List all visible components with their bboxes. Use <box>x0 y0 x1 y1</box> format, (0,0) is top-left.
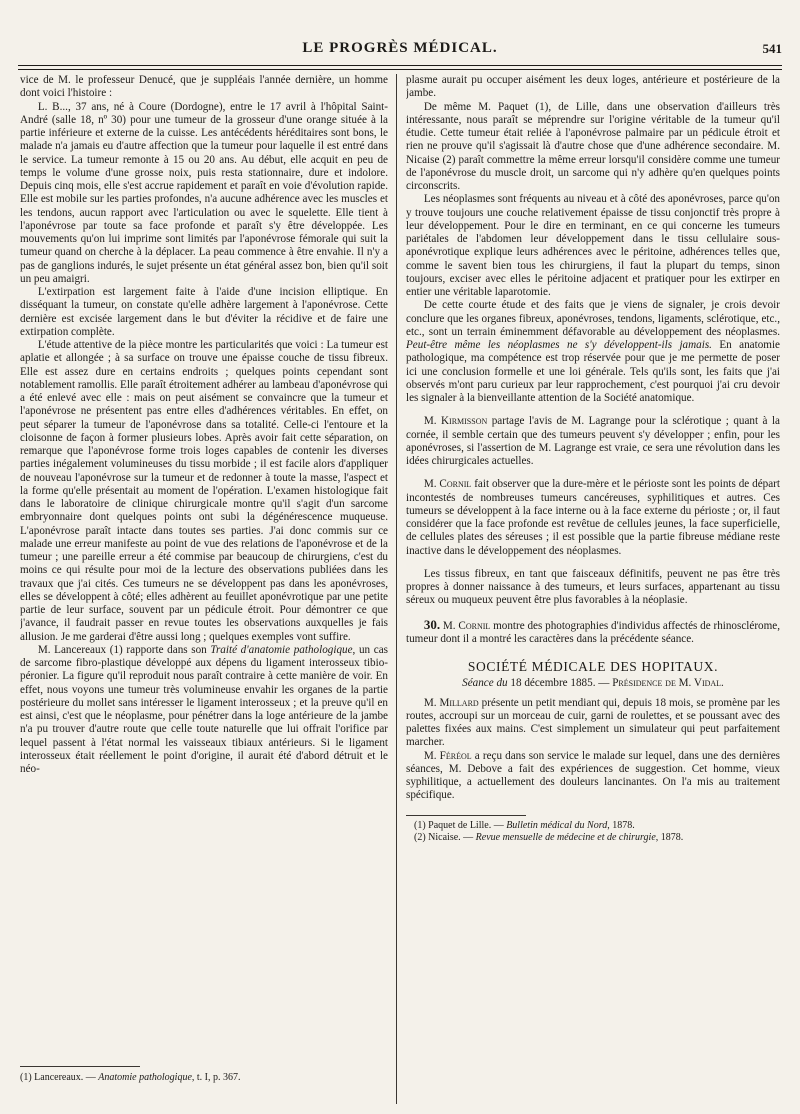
text-run: fait observer que la dure-mère et le périoste sont les points de départ incontestés de nombreuses tumeurs cancéreuses, syphilitiques et autres. Ces tumeurs se développent à la face interne ou à la face externe du périoste ; or, il faut considérer que la face profonde est revêtue de cellules jeunes, la face superficielle, de cellules plates des séreuses ; il est possible que la partie fibreuse médiane reste inactive dans le développement des néoplasmes. <box>406 478 780 557</box>
text-run: M. Lancereaux (1) rapporte dans son <box>37 643 211 656</box>
journal-ref: Bulletin médical du Nord <box>506 819 608 831</box>
right-column <box>406 74 780 1104</box>
paragraph: M. Cornil fait observer que la dure-mère et le périoste sont les points de départ incontestés de nombreuses tumeurs cancéreuses, syphilitiques et autres. Ces tumeurs se développent à la face interne ou à la face externe du périoste ; or, il faut considérer que la face profonde est revêtue de cellules jeunes, la face superficielle, de cellules plates des séreuses ; il est possible que la partie fibreuse médiane reste inactive dans le développement des néoplasmes. <box>406 478 780 557</box>
text-run: a reçu dans son service le malade sur lequel, dans une des dernières séances, M. Debove a fait des expériences de suggestion. Cet homme, vieux syphilitique, a actuellement des douleurs lancinantes. On l'a mis au traitement spécifique. <box>406 749 780 802</box>
column-divider <box>396 74 397 1104</box>
text-run: En anatomie pathologique, ma compétence est trop réservée pour que je me permette de poser ici une conclusion formelle et une loi générale. Tels qu'ils sont, les faits que j'ai observés m'ont paru curieux par leur rapprochement, c'est pourquoi j'ai cru devoir les signaler à la bienveillante attention de la Société anatomique. <box>406 339 780 404</box>
footnote <box>406 832 780 844</box>
text-run: , t. I, p. 367. <box>191 1072 241 1083</box>
text-run: De cette courte étude et des faits que je viens de signaler, je crois devoir conclure que les organes fibreux, aponévroses, tendons, ligaments, sclérotique, etc., etc., sont un terrain éminemment défavorable au développement des néoplasmes. <box>406 299 780 338</box>
paragraph: Les néoplasmes sont fréquents au niveau et à côté des aponévroses, parce qu'on y trouve toujours une couche relativement épaisse de tissu conjonctif très propre à leur développement. Pour le dire en terminant, en ce qui concerne les tumeurs pariétales de l'abdomen leur développement dans le tissu cellulaire sous-aponévrotique explique leurs adhérences avec le péritoine, adhérences telles que, comme le savent bien tous les chirurgiens, il faut la plupart du temps, sinon toujours, exciser avec elles le péritoine adjacent et pratiquer pour les extirper en entier une véritable laparotomie. <box>406 193 780 298</box>
paragraph: M. Millard présente un petit mendiant qui, depuis 18 mois, se promène par les routes, accroupi sur un morceau de cuir, garni de roulettes, et se poussant avec des palettes fixées aux mains. C'est simplement un simulateur qui peut parfaitement marcher. <box>406 696 780 749</box>
text-run: partage l'avis de M. Lagrange pour la sclérotique ; quant à la cornée, il semble certain que des tumeurs peuvent s'y développer ; enfin, pour les aponévroses, si l'assertion de M. Lagrange est vraie, ce sera une révolution dans les idées chirurgicales actuelles. <box>406 415 780 467</box>
journal-ref: Revue mensuelle de médecine et de chirurgie <box>475 831 656 843</box>
paragraph: L'extirpation est largement faite à l'aide d'une incision elliptique. En disséquant la tumeur, on constate qu'elle adhère largement à l'aponévrose. Cette dernière est excisée largement dans le but d'éviter la récidive et de faire une extirpation complète. <box>20 286 388 338</box>
footnote <box>20 1072 388 1084</box>
book-title: Traité d'anatomie pathologique <box>210 643 353 656</box>
paragraph: M. Kirmisson partage l'avis de M. Lagrange pour la sclérotique ; quant à la cornée, il semble certain que des tumeurs peuvent s'y développer ; enfin, pour les aponévroses, si l'assertion de M. Lagrange est vraie, ce sera une révolution dans les idées chirurgicales actuelles. <box>406 415 780 467</box>
speaker-name: Cornil <box>458 619 491 632</box>
paragraph: Les tissus fibreux, en tant que faisceaux définitifs, peuvent ne pas être très propres à donner naissance à des tumeurs, et leurs surfaces, appartenant au tissu séreux ou muqueux peuvent être plus favorables à la néoplasie. <box>406 567 780 607</box>
presidence: Présidence de M. Vidal. <box>612 677 724 690</box>
speaker-name: Millard <box>439 696 479 709</box>
speaker-name: Féréol <box>439 749 472 762</box>
speaker-name: Kirmisson <box>440 415 488 428</box>
footnote-rule <box>406 815 526 816</box>
paragraph: L. B..., 37 ans, né à Coure (Dordogne), entre le 17 avril à l'hôpital Saint-André (salle 18, nº 30) pour une tumeur de la grosseur d'une orange située à la partie inférieure et externe de la cuisse. Les antécédents héréditaires sont bons, le malade n'a jamais eu d'autre affection que la tumeur pour laquelle il est entré dans le service. La tumeur remonte à 15 ou 20 ans. Au début, elle acquit en peu de temps le volume d'une grosse noix, puis resta stationnaire, dure et indolore. Depuis cinq mois, elle s'est accrue rapidement et paraît en voie d'évolution rapide. Elle est mobile sur les parties profondes, n'a aucune adhérence avec les muscles et les tendons, aucun rapport avec l'articulation ou avec le squelette. Elle tient à l'aponévrose par toute sa face profonde et paraît s'y être développée. Les mouvements qu'on lui imprime sont limités par l'aponévrose fémorale qui suit la tumeur quand on cherche à la déplacer. La peau commence à être envahie. Il n'y a pas de ganglions indurés, le sujet présente un état général assez bon, bien qu'il soit un peu amaigri. <box>20 100 388 285</box>
footnote-rule <box>20 1066 140 1067</box>
footnote <box>406 820 780 832</box>
paragraph: plasme aurait pu occuper aisément les deux loges, antérieure et postérieure de la jambe. <box>406 74 780 100</box>
text-run: (2) Nicaise. — <box>414 831 476 843</box>
item-number: 30. <box>423 616 441 632</box>
text-run: , 1878. <box>655 831 684 843</box>
seance-line <box>406 677 780 690</box>
paragraph: L'étude attentive de la pièce montre les particularités que voici : La tumeur est aplatie et allongée ; à sa surface on trouve une épaisse couche de tissu fibreux. Elle est assez dure en certains endroits ; quelques points cependant sont notablement ramollis. Elle paraît étroitement adhérer au lambeau d'aponévrose qui a été enlevé avec elle : mais on peut aisément se convaincre que la tumeur et l'aponévrose ne présentent pas entre elles d'adhérences véritables. En effet, on peut séparer la tumeur de l'aponévrose dans sa totalité. Celle-ci l'entoure et la cloisonne de façon à former plusieurs lobes. Après avoir fait cette séparation, on remarque que l'aponévrose forme trois loges capables de contenir les diverses parties inégalement volumineuses du tissu morbide ; il est facile alors d'appliquer de nouveau l'aponévrose sur la tumeur et de redonner à toute la masse, l'aspect et la forme qu'elle présentait au moment de l'opération. L'examen histologique fait dans le laboratoire de clinique chirurgicale montre qu'il s'agit d'un sarcome embryonnaire dont quelques points ont subi la dégénérescence muqueuse. L'aponévrose paraît intacte dans toutes ses parties. J'ai donc commis sur ce malade une erreur manifeste au point de vue des relations de l'aponévrose et de la tumeur ; une pareille erreur a été commise par beaucoup de chirurgiens, c'est du moins ce qui résulte pour moi de la lecture des observations publiées dans les travaux que j'ai cités. Ces tumeurs ne se développent pas dans les aponévroses, elles se développent à côté; elles adhèrent au feuillet aponévrotique par une petite partie de leur surface, souvent par un pédicule étroit. Pour démontrer ce que j'avance, il faudrait passer en revue toutes les observations auxquelles je fais allusion. Je me garderai d'être aussi long ; quelques exemples vont suffire. <box>20 339 388 643</box>
page-header <box>18 40 782 62</box>
paragraph: M. Féréol a reçu dans son service le malade sur lequel, dans une des dernières séances, M. Debove a fait des expériences de suggestion. Cet homme, vieux syphilitique, a actuellement des douleurs lancinantes. On l'a mis au traitement spécifique. <box>406 749 780 802</box>
left-column <box>20 74 388 1064</box>
page-number: 541 <box>762 41 782 56</box>
text-run: présente un petit mendiant qui, depuis 18 mois, se promène par les routes, accroupi sur un morceau de cuir, garni de roulettes, et se poussant avec des palettes fixées aux mains. C'est simplement un simulateur qui peut parfaitement marcher. <box>406 696 780 749</box>
section-title: SOCIÉTÉ MÉDICALE DES HOPITAUX. <box>467 659 719 674</box>
text-run: Séance du <box>462 677 508 690</box>
paragraph: De même M. Paquet (1), de Lille, dans une observation d'ailleurs très intéressante, nous paraît se méprendre sur l'origine véritable de la tumeur qu'il étudie. Cette tumeur était reliée à l'aponévrose palmaire par un pédicule étroit et rien ne prouve qu'il s'agissait là d'autre chose que d'une adhérence secondaire. M. Nicaise (2) paraît commettre la même erreur lorsqu'il considère comme une tumeur de l'aponévrose du muscle droit, un sarcome qui n'y adhère qu'en quelques points circonscrits. <box>406 100 780 192</box>
header-rule-thin <box>18 69 782 70</box>
text-run: , un cas de sarcome fibro-plastique développé aux dépens du ligament interosseux tibio-péronier. La figure qu'il reproduit nous paraît contraire à cette manière de voir. En effet, nous voyons une tumeur très volumineuse envahir les organes de la partie postérieure du mollet sans intéresser le ligament interosseux ; et la preuve qu'il en est ainsi, c'est que le néoplasme, pour pénétrer dans la loge antérieure de la jambe n'a pu trouver d'autre route que celle toute naturelle que lui offrait l'orifice par lequel passent à l'état normal les vaisseaux tibiaux antérieurs. Si le ligament interosseux était réellement le point d'origine, il aurait été d'abord détruit et le néo- <box>20 643 388 775</box>
speaker-name: Cornil <box>439 478 472 491</box>
paragraph: 30. M. Cornil montre des photographies d'individus affectés de rhinosclérome, tumeur dont il a montré les caractères dans la précédente séance. <box>406 616 780 645</box>
paragraph: vice de M. le professeur Denucé, que je suppléais l'année dernière, un homme dont voici l'histoire : <box>20 74 388 100</box>
journal-title: LE PROGRÈS MÉDICAL. <box>302 40 498 56</box>
text-run: , 1878. <box>607 819 635 831</box>
paragraph <box>406 299 780 405</box>
text-run: montre des photographies d'individus affectés de rhinosclérome, tumeur dont il a montré les caractères dans la précédente séance. <box>406 619 780 645</box>
emphasis: Peut-être même les néoplasmes ne s'y développent-ils jamais. <box>406 339 712 351</box>
book-title: Anatomie pathologique <box>98 1072 192 1083</box>
seance-date: 18 décembre 1885. — <box>507 677 613 690</box>
text-run: (1) Lancereaux. — <box>20 1072 99 1083</box>
paragraph <box>20 644 388 777</box>
text-run: (1) Paquet de Lille. — <box>414 819 507 831</box>
header-rule-thick <box>18 65 782 66</box>
